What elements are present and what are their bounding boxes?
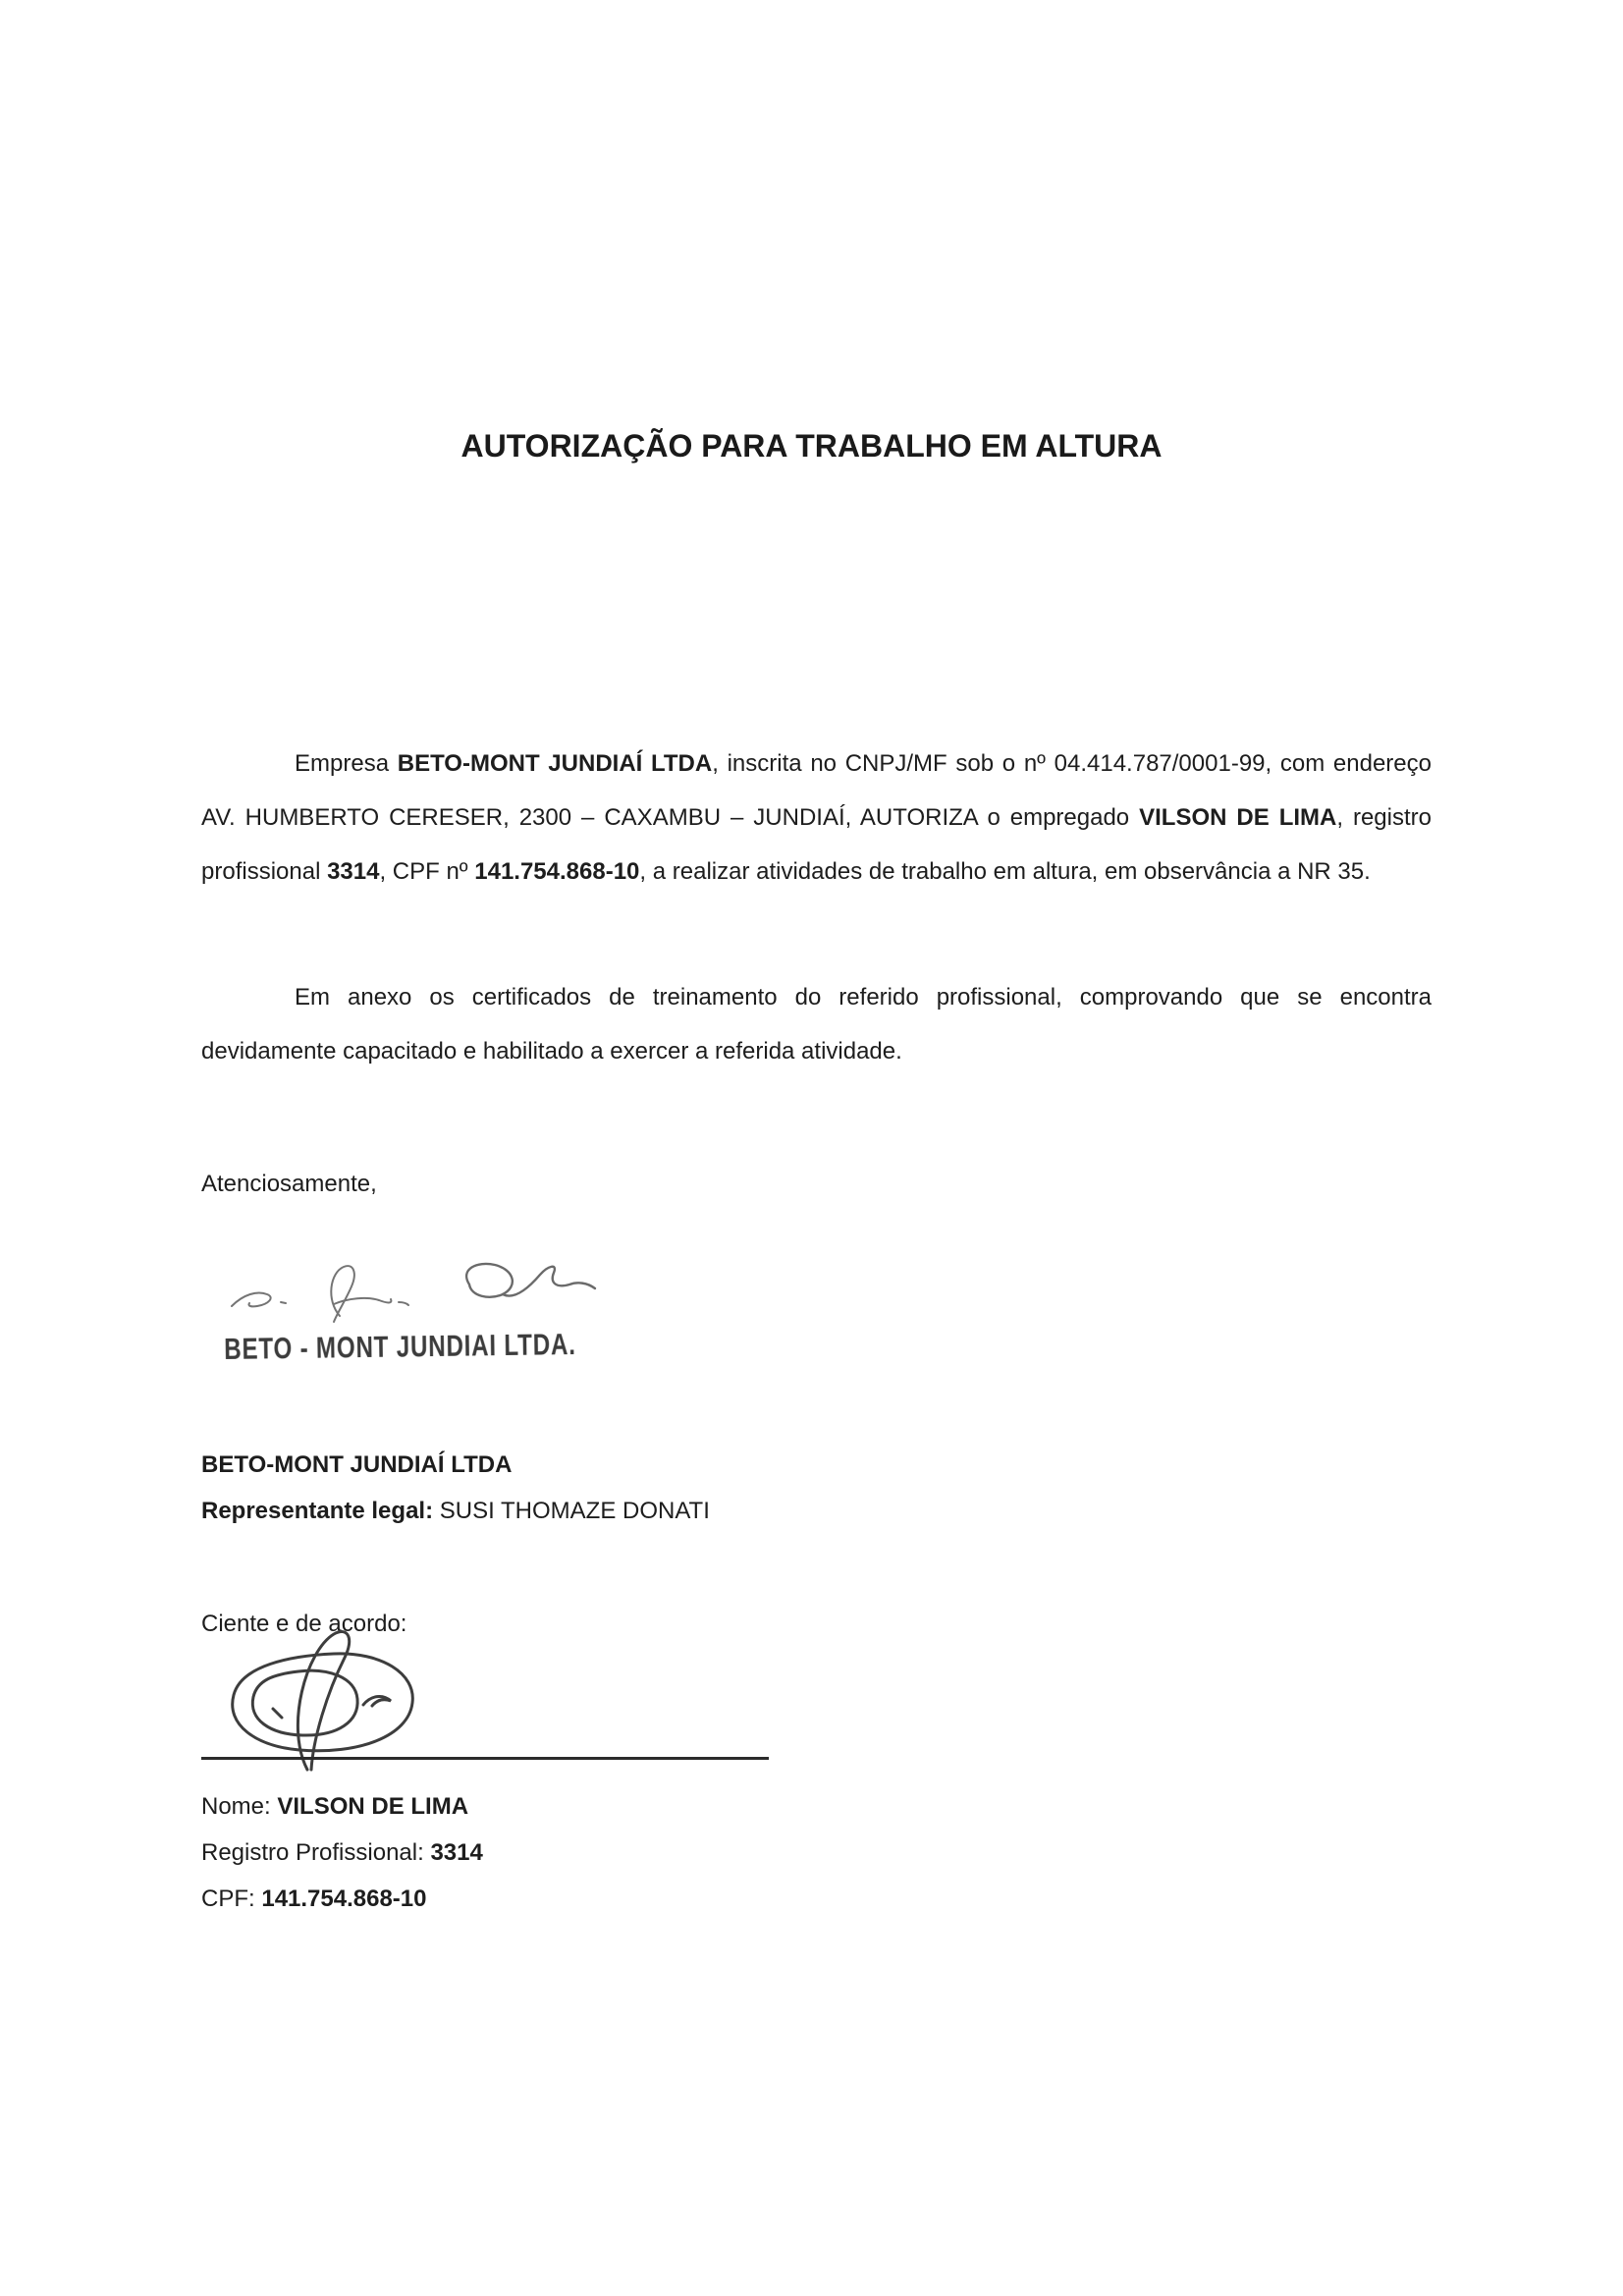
handwritten-signature-employee [216, 1624, 430, 1772]
acknowledgement-heading: Ciente e de acordo: [201, 1611, 407, 1637]
paragraph-segment: , inscrita no CNPJ/MF sob o nº 04.414.787/0001-99, com endereço AV. HUMBERTO CERESER, 2300 – CAXAMBU – JUNDIAÍ, AUTORIZA o empregado [201, 750, 1432, 831]
paragraph-segment: Empresa [295, 750, 398, 777]
cpf-row [201, 1876, 483, 1922]
company-stamp-text: BETO - MONT JUNDIAI LTDA. [224, 1326, 576, 1366]
registration-number-inline: 3314 [327, 858, 380, 885]
signature-line [201, 1757, 769, 1760]
cpf-label: CPF: [201, 1886, 255, 1912]
name-label: Nome: [201, 1793, 271, 1820]
employee-name-inline: VILSON DE LIMA [1139, 804, 1337, 831]
registration-value: 3314 [430, 1839, 483, 1866]
representative-label: Representante legal: [201, 1498, 434, 1524]
company-name-inline: BETO-MONT JUNDIAÍ LTDA [397, 750, 713, 777]
registration-label: Registro Profissional: [201, 1839, 424, 1866]
paragraph-attachments: Em anexo os certificados de treinamento do referido profissional, comprovando que se encontra devidamente capacitado e habilitado a exercer a referida atividade. [201, 984, 1432, 1065]
company-signature-block [201, 1442, 710, 1534]
paragraph-segment: , a realizar atividades de trabalho em altura, em observância a NR 35. [639, 858, 1371, 885]
paragraph-authorization [201, 737, 1432, 899]
company-name: BETO-MONT JUNDIAÍ LTDA [201, 1451, 513, 1478]
cpf-number-inline: 141.754.868-10 [474, 858, 640, 885]
representative-row [201, 1488, 710, 1534]
cpf-value: 141.754.868-10 [261, 1886, 427, 1912]
name-row [201, 1783, 483, 1830]
closing-salutation: Atenciosamente, [201, 1171, 377, 1197]
representative-name: SUSI THOMAZE DONATI [439, 1498, 710, 1524]
name-value: VILSON DE LIMA [277, 1793, 469, 1820]
employee-identification-block [201, 1783, 483, 1922]
handwritten-signature-representative [224, 1255, 599, 1336]
registration-row [201, 1830, 483, 1876]
paragraph-segment: , registro profissional [201, 804, 1432, 885]
paragraph-segment: , CPF nº [379, 858, 475, 885]
document-title: AUTORIZAÇÃO PARA TRABALHO EM ALTURA [460, 428, 1163, 464]
